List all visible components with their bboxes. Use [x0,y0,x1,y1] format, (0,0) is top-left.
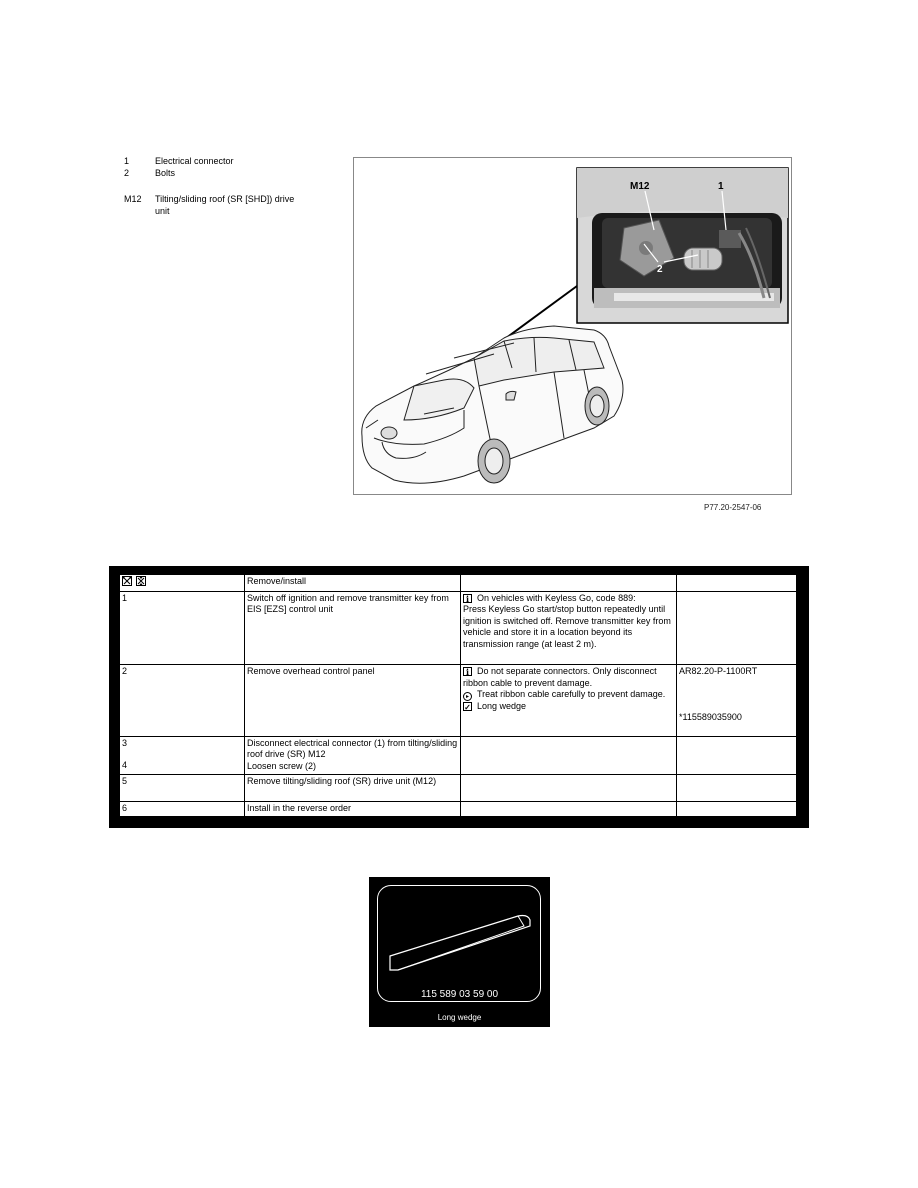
tool-part-number: 115 589 03 59 00 [420,989,499,1000]
step-action: Install in the reverse order [245,802,461,817]
header-icons-cell [120,575,245,592]
note-text: Press Keyless Go start/stop button repeatedly until ignition is switched off. Remove transmitter key from vehicle and store it in a location beyond its transmission range (at least 2 m). [463,604,671,649]
table-row [120,736,797,774]
header-refs [677,575,797,592]
table-row [120,774,797,801]
info-icon: i [463,594,472,603]
legend-item [124,167,305,179]
header-remove-install: Remove/install [245,575,461,592]
figure-legend [124,155,305,217]
step-ref [677,591,797,664]
table-row [120,591,797,664]
note-text: Do not separate connectors. Only disconnect ribbon cable to prevent damage. [463,666,657,688]
step-action: Switch off ignition and remove transmitter key from EIS [EZS] control unit [245,591,461,664]
vehicle-drawing [354,158,792,495]
roof-drive-inset [577,168,788,323]
note-text: Treat ribbon cable carefully to prevent damage. [477,689,666,700]
step-number: 3 [122,737,128,748]
callout-1: 1 [718,181,724,192]
legend-key: M12 [124,194,142,204]
figure-caption: P77.20-2547-06 [704,503,762,512]
step-number: 1 [120,591,245,664]
info-icon: i [463,667,472,676]
tool-label: Long wedge [437,1013,482,1022]
header-notes [461,575,677,592]
car-outline [362,326,623,483]
wedge-drawing [378,886,542,986]
legend-desc: Electrical connector [155,156,234,166]
step-notes [461,665,677,736]
ref-tool-number: *115589035900 [679,711,742,722]
callout-m12: M12 [630,181,650,192]
step-action: Disconnect electrical connector (1) from tilting/sliding roof drive (SR) M12 [247,737,458,760]
step-numbers [120,736,245,774]
table-row [120,802,797,817]
vehicle-illustration [353,157,792,495]
tool-icon: ✓ [464,702,471,713]
caution-icon: ▸ [463,692,472,701]
table-row [120,665,797,736]
remove-icon [122,576,132,586]
install-icon [136,576,146,586]
callout-2: 2 [657,264,663,275]
step-refs [677,665,797,736]
ref-link[interactable]: AR82.20-P-1100RT [679,666,758,677]
step-action: Remove tilting/sliding roof (SR) drive unit (M12) [245,774,461,801]
step-action: Loosen screw (2) [247,760,317,771]
legend-key: 2 [124,168,130,178]
step-notes [461,591,677,664]
step-number: 2 [120,665,245,736]
legend-item [124,193,305,217]
step-number: 6 [120,802,245,817]
step-number: 5 [120,774,245,801]
legend-item [124,155,305,167]
procedure-table [119,574,797,817]
legend-key: 1 [124,156,130,166]
tool-illustration [369,877,550,1027]
step-actions [245,736,461,774]
step-action: Remove overhead control panel [245,665,461,736]
tool-frame [377,885,541,1002]
table-header-row [120,575,797,592]
procedure-table-frame [109,566,809,828]
legend-desc: Bolts [155,168,176,178]
note-text: On vehicles with Keyless Go, code 889: [477,592,636,603]
legend-desc: Tilting/sliding roof (SR [SHD]) drive unit [155,194,295,216]
note-text: Long wedge [477,701,527,712]
step-number: 4 [122,760,128,771]
